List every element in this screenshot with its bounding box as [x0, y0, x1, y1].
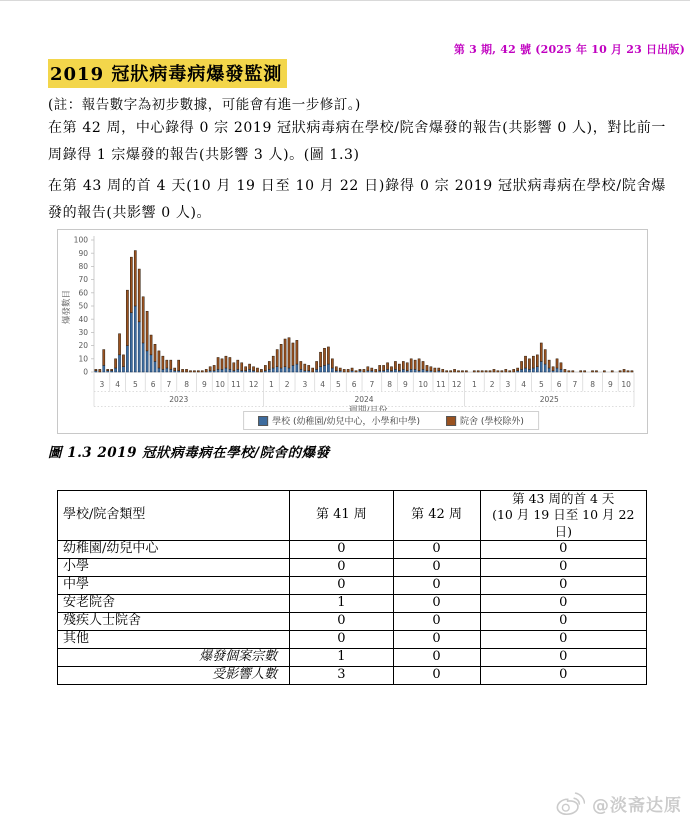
svg-text:5: 5	[132, 380, 138, 389]
svg-text:8: 8	[387, 380, 393, 389]
header-week43	[480, 491, 646, 541]
svg-text:11: 11	[231, 380, 241, 389]
svg-text:2: 2	[489, 380, 495, 389]
svg-text:1: 1	[268, 380, 274, 389]
care-home-legend-swatch	[446, 416, 456, 426]
legend-entry-care-home	[446, 414, 524, 427]
outbreak-chart	[57, 229, 648, 434]
svg-text:2: 2	[284, 380, 290, 389]
svg-text:7: 7	[572, 380, 578, 389]
table-row-total-outbreaks	[58, 648, 647, 666]
svg-text:3: 3	[505, 380, 511, 389]
svg-text:5: 5	[335, 380, 341, 389]
svg-text:9: 9	[201, 380, 207, 389]
preliminary-data-note: (註：報告數字為初步數據，可能會有進一步修訂。)	[48, 97, 361, 113]
cell-value: 0	[480, 540, 646, 558]
cell-value: 0	[393, 576, 480, 594]
table-header-row	[58, 491, 647, 541]
svg-text:10: 10	[215, 380, 225, 389]
row-label: 爆發個案宗數	[58, 648, 290, 666]
svg-text:9: 9	[607, 380, 613, 389]
paragraph-week43: 在第 43 周的首 4 天(10 月 19 日至 10 月 22 日)錄得 0 宗 2019 冠狀病毒病在學校/院舍爆發的報告(共影響 0 人)。	[48, 178, 666, 221]
svg-text:10: 10	[621, 380, 631, 389]
cell-value: 0	[393, 666, 480, 684]
svg-text:100: 100	[73, 235, 88, 245]
svg-text:60: 60	[78, 288, 88, 298]
row-label: 小學	[58, 558, 290, 576]
table-row	[58, 630, 647, 648]
cell-value: 0	[480, 558, 646, 576]
cell-value: 0	[290, 630, 393, 648]
cell-value: 3	[290, 666, 393, 684]
cell-value: 0	[480, 576, 646, 594]
svg-text:爆發數目: 爆發數目	[62, 289, 72, 325]
svg-text:4: 4	[115, 380, 121, 389]
cell-value: 0	[480, 666, 646, 684]
svg-text:70: 70	[78, 275, 88, 285]
svg-text:12: 12	[451, 380, 462, 389]
cell-value: 0	[393, 612, 480, 630]
table-row-persons-affected	[58, 666, 647, 684]
svg-text:3: 3	[302, 380, 308, 389]
svg-text:6: 6	[556, 380, 562, 389]
row-label: 幼稚園/幼兒中心	[58, 540, 290, 558]
cell-value: 0	[480, 594, 646, 612]
weibo-icon	[555, 790, 585, 816]
page-title: 2019 冠狀病毒病爆發監測	[48, 59, 287, 88]
svg-text:20: 20	[78, 341, 88, 351]
issue-line: 第 3 期, 42 號 (2025 年 10 月 23 日出版)	[453, 43, 685, 56]
row-label: 殘疾人士院舍	[58, 612, 290, 630]
cell-value: 0	[393, 630, 480, 648]
watermark-text: @淡斋达原	[592, 795, 682, 816]
svg-text:11: 11	[436, 380, 446, 389]
cell-value: 0	[393, 540, 480, 558]
school-legend-label: 學校 (幼稚園/幼兒中心，小學和中學)	[272, 417, 421, 427]
care-home-legend-label: 院舍 (學校除外)	[460, 417, 524, 427]
svg-text:10: 10	[78, 354, 88, 364]
row-label: 受影響人數	[58, 666, 290, 684]
header-type: 學校/院舍類型	[58, 491, 290, 541]
svg-text:2024: 2024	[354, 395, 374, 404]
svg-text:9: 9	[402, 380, 408, 389]
svg-text:50: 50	[78, 301, 88, 311]
table-row	[58, 576, 647, 594]
cell-value: 1	[290, 594, 393, 612]
svg-text:80: 80	[78, 262, 88, 271]
svg-text:8: 8	[590, 380, 596, 389]
table-row	[58, 612, 647, 630]
cell-value: 0	[290, 576, 393, 594]
svg-text:90: 90	[78, 248, 88, 258]
svg-text:12: 12	[248, 380, 259, 389]
cell-value: 1	[290, 648, 393, 666]
table-row	[58, 594, 647, 612]
svg-text:2023: 2023	[169, 395, 189, 404]
cell-value: 0	[393, 558, 480, 576]
cell-value: 0	[290, 540, 393, 558]
svg-text:5: 5	[538, 380, 544, 389]
svg-text:7: 7	[369, 380, 375, 389]
header-week42: 第 42 周	[393, 491, 480, 541]
cell-value: 0	[290, 558, 393, 576]
svg-text:0: 0	[83, 367, 88, 377]
cell-value: 0	[290, 612, 393, 630]
svg-text:7: 7	[166, 380, 172, 389]
school-legend-swatch	[258, 416, 268, 426]
header-week43-line2: (10 月 19 日至 10 月 22 日)	[492, 507, 635, 539]
legend-entry-school	[258, 414, 420, 427]
row-label: 其他	[58, 630, 290, 648]
svg-text:4: 4	[521, 380, 527, 389]
svg-text:3: 3	[99, 380, 105, 389]
figure-caption: 圖 1.3 2019 冠狀病毒病在學校/院舍的爆發	[48, 445, 330, 461]
svg-text:6: 6	[150, 380, 156, 389]
chart-legend	[243, 411, 539, 430]
svg-text:1: 1	[471, 380, 477, 389]
watermark	[555, 790, 682, 816]
svg-text:2025: 2025	[539, 395, 559, 404]
row-label: 安老院舍	[58, 594, 290, 612]
svg-text:8: 8	[184, 380, 190, 389]
svg-text:10: 10	[418, 380, 428, 389]
row-label: 中學	[58, 576, 290, 594]
svg-text:4: 4	[320, 380, 326, 389]
header-week41: 第 41 周	[290, 491, 393, 541]
svg-text:40: 40	[78, 314, 88, 324]
cell-value: 0	[480, 630, 646, 648]
svg-text:30: 30	[78, 328, 88, 337]
cell-value: 0	[393, 648, 480, 666]
svg-text:6: 6	[351, 380, 357, 389]
cell-value: 0	[480, 612, 646, 630]
paragraph-week42: 在第 42 周，中心錄得 0 宗 2019 冠狀病毒病在學校/院舍爆發的報告(共影響 0 人)，對比前一周錄得 1 宗爆發的報告(共影響 3 人)。(圖 1.3)	[48, 120, 666, 163]
cell-value: 0	[480, 648, 646, 666]
header-week43-line1: 第 43 周的首 4 天	[512, 491, 615, 506]
table-row	[58, 540, 647, 558]
table-row	[58, 558, 647, 576]
outbreak-table	[57, 490, 647, 685]
cell-value: 0	[393, 594, 480, 612]
outbreak-chart-svg	[58, 230, 645, 431]
